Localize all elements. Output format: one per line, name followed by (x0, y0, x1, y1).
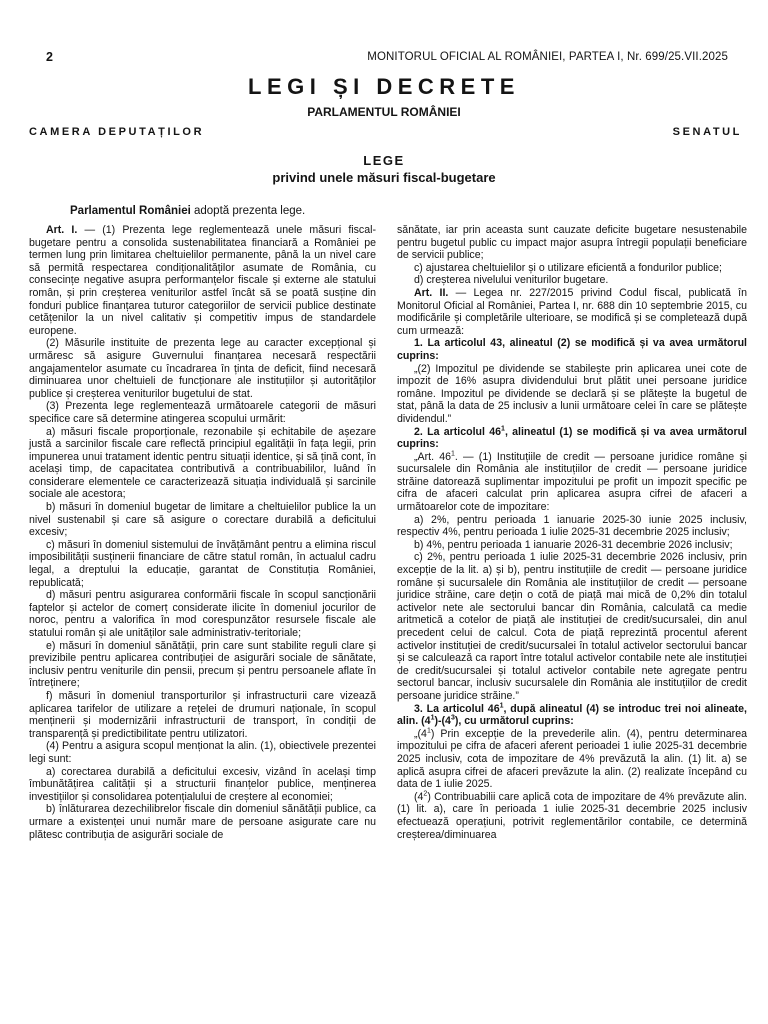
superscript: 2 (423, 790, 428, 798)
list-item: d) măsuri pentru asigurarea conformării fiscale în scopul sancționării faptelor și actelor de comerț considerate ilicite în domeniul jocurilor de noroc, pentru a valorifica în mod corespunzător resursele fiscale ale statului român și ale unităților sale administrativ-teritoriale; (29, 589, 376, 639)
text-segment: ) Prin excepție de la prevederile alin. (4), pentru determinarea impozitului pe cifra de afaceri aferent perioadei 1 iulie 2025-31 decembrie 2025 inclusiv, cota de impozitare de 4% prevăzută la alin. (1) lit. a) se aplică asupra cifrei de afaceri prevăzute la alin. (2) realizate începând cu data de 1 iulie 2025. (397, 727, 747, 791)
left-column (29, 224, 376, 841)
text-segment: , alineatul (1) se modifică și va avea următorul cuprins: (397, 425, 747, 451)
list-item: b) măsuri în domeniul bugetar de limitare a cheltuielilor publice la un nivel sustenabil și care să asigure o corectare durabilă a deficitului excesiv; (29, 501, 376, 539)
paragraph-continuation: sănătate, iar prin aceasta sunt cauzate deficite bugetare nesustenabile pentru bugetul public cu impact major asupra întregii populații beneficiare de servicii publice; (397, 224, 747, 262)
text-segment: , după alineatul (4) se introduc trei noi alineate, alin. (4 (397, 702, 747, 728)
superscript: 3 (450, 714, 455, 722)
text-segment: 3. La articolul 46 (414, 702, 500, 715)
superscript: 1 (426, 727, 431, 735)
superscript: 1 (499, 702, 504, 710)
text-segment: ) Contribuabilii care aplică cota de impozitare de 4% prevăzute alin. (1) lit. a), care în perioada 1 iulie 2025-31 decembrie 2025 inclusiv efectuează operațiuni, potrivit reglementărilor contabile, ce determină creșterea/diminuarea (397, 790, 747, 841)
paragraph: (2) Măsurile instituite de prezenta lege au caracter excepțional și urmăresc să asigure Guvernului finanțarea necesară respectării angajamentelor asumate cu încadrarea în ținta de deficit, fiind necesară diminuarea unor cheltuieli de funcționare ale instituțiilor și autorităților publice și creșterea veniturilor bugetului de stat. (29, 337, 376, 400)
list-item: c) măsuri în domeniul sistemului de învățământ pentru a elimina riscul imposibilității susținerii financiare de către statul român, în actualul cadru legal, a dreptului la educație, garantat de Constituția României, republicată; (29, 538, 376, 589)
list-item: e) măsuri în domeniul sănătății, prin care sunt stabilite reguli clare și previzibile pentru aplicarea contribuției de asigurări sociale de sănătate, inclusiv pentru veniturile din pensii, precum și pentru persoanele aflate în întreținere; (29, 639, 376, 690)
quoted-article (397, 451, 747, 514)
text-segment: ), cu următorul cuprins: (454, 715, 574, 728)
list-item: b) 4%, pentru perioada 1 ianuarie 2026-31 decembrie 2026 inclusiv; (414, 538, 733, 551)
running-head: MONITORUL OFICIAL AL ROMÂNIEI, PARTEA I, Nr. 699/25.VII.2025 (367, 51, 728, 63)
list-item: c) ajustarea cheltuielilor și o utilizare eficientă a fondurilor publice; (414, 261, 722, 274)
law-subtitle: privind unele măsuri fiscal-bugetare (272, 170, 496, 185)
quoted-text: „(2) Impozitul pe dividende se stabilește prin aplicarea unei cote de impozit de 16% asupra dividendului brut plătit unei persoane juridice române. Impozitul pe dividende se declară și se plătește la bugetul de stat, până la data de 25 inclusiv a lunii următoare celei în care se plătește dividendul.” (397, 362, 747, 425)
amendment-point-2 (397, 426, 747, 451)
list-item: d) creșterea nivelului veniturilor bugetare. (414, 274, 609, 287)
list-item: a) măsuri fiscale proporționale, rezonabile și echitabile de așezare justă a sarcinilor fiscale care reflectă principiul egalității în fața legii, prin impunerea unui tratament identic pentru situații identice, și să țină cont, în același timp, de capacitatea contributivă a contribuabililor, luând în considerare elementele ce caracterizează situația individuală și sarcinile sociale ale acestora; (29, 425, 376, 501)
superscript: 1 (501, 424, 505, 432)
text-segment: . — (1) Instituțiile de credit — persoane juridice române și sucursalele din România ale instituțiilor de credit — persoane juridice străine datorează suplimentar impozitului pe profit un impozit specific pe cifra de afaceri calculat prin aplicarea asupra cifrei de afaceri a următoarelor cote de impozitare: (397, 450, 747, 514)
text-segment: (4 (414, 790, 424, 803)
right-column (397, 224, 747, 841)
page-number: 2 (46, 50, 53, 64)
amendment-point-3 (397, 703, 747, 728)
chamber-deputies-label: CAMERA DEPUTAȚILOR (29, 126, 205, 138)
list-item: a) 2%, pentru perioada 1 ianuarie 2025-30 iunie 2025 inclusiv, respectiv 4%, pentru perioada 1 iulie 2025-31 decembrie 2025 inclusiv; (397, 513, 747, 539)
paragraph: (3) Prezenta lege reglementează următoarele categorii de măsuri specifice care să determine atingerea scopului urmărit: (29, 400, 376, 425)
list-item: f) măsuri în domeniul transporturilor și infrastructurii care vizează aplicarea tarifelor de utilizare a rețelei de drumuri naționale, în scopul menținerii și modernizării infrastructurii de transport, în condiții de transparență și predictibilitate pentru utilizatori. (29, 689, 376, 740)
article-2-paragraph (397, 287, 747, 337)
adoption-subject: Parlamentul României (70, 205, 191, 217)
article-1-label: Art. I. (46, 224, 78, 236)
text-segment: „(4 (414, 727, 427, 740)
text-segment: „Art. 46 (414, 450, 451, 463)
article-1-paragraph-1 (29, 224, 376, 337)
superscript: 1 (430, 714, 435, 722)
article-2-label: Art. II. (414, 286, 449, 299)
article-2-text: — Legea nr. 227/2015 privind Codul fiscal, publicată în Monitorul Oficial al României, Partea I, nr. 688 din 10 septembrie 2015, cu modificările și completările ulterioare, se modifică și se completează după cum urmează: (397, 286, 747, 337)
section-title: LEGI ȘI DECRETE (248, 74, 520, 99)
text-segment: )-(4 (434, 715, 451, 728)
list-item: a) corectarea durabilă a deficitului excesiv, vizând în același timp îmbunătățirea calității și a structurii finanțelor publice, menținerea investițiilor și consolidarea potențialului de creștere al economiei; (29, 765, 376, 803)
parliament-heading: PARLAMENTUL ROMÂNIEI (307, 105, 461, 119)
quoted-paragraph (397, 728, 747, 791)
law-title: LEGE (363, 153, 405, 168)
senate-label: SENATUL (672, 126, 742, 138)
paragraph: (4) Pentru a asigura scopul menționat la alin. (1), obiectivele prezentei legi sunt: (29, 740, 376, 765)
adoption-text: adoptă prezenta lege. (190, 205, 306, 217)
text-segment: 2. La articolul 46 (414, 425, 502, 438)
adoption-formula (70, 205, 305, 217)
amendment-point-1: 1. La articolul 43, alineatul (2) se modifică și va avea următorul cuprins: (397, 337, 747, 362)
superscript: 1 (450, 450, 455, 458)
article-1-text: — (1) Prezenta lege reglementează unele măsuri fiscal-bugetare pentru a consolida sustenabilitatea financiară a României pe termen lung prin limitarea cheltuielilor permanente, până la un nivel care să permită respectarea condiționalităților asumate de România, cu consecințe negative asupra performanțelor fiscale și externe ale statului român, și prin creșterea veniturilor astfel încât să se poată susține din fonduri publice finanțarea tuturor categoriilor de servicii publice destinate cetățenilor la un nivel calitativ și competitiv impus de standardele europene. (29, 224, 377, 337)
quoted-paragraph (397, 791, 747, 841)
list-item: b) înlăturarea dezechilibrelor fiscale din domeniul sănătății publice, ca urmare a existenței unui număr mare de persoane asigurate care nu plătesc contribuția de asigurări sociale de (29, 803, 376, 841)
list-item: c) 2%, pentru perioada 1 iulie 2025-31 decembrie 2026 inclusiv, prin excepție de la lit. a) și b), pentru instituțiile de credit — persoane juridice române și sucursalele din România ale instituțiilor de credit — persoane juridice străine, care dețin o cotă de piață mai mică de 0,2% din totalul activelor nete ale sectorului bancar din România, calculată ca medie aritmetică a cotelor de piață ale instituției de credit/sucursalei, din anul precedent celui de calcul. Cota de piață reprezintă procentul aferent activelor instituției de credit/sucursalei în totalul activelor sectorului bancar și se calculează ca raport între totalul activelor contabile nete ale instituției de credit/sucursalei și totalul activelor contabile nete agregate pentru sectorul bancar, inclusiv sucursalele din România ale instituțiilor de credit persoane juridice străine.” (397, 551, 747, 702)
